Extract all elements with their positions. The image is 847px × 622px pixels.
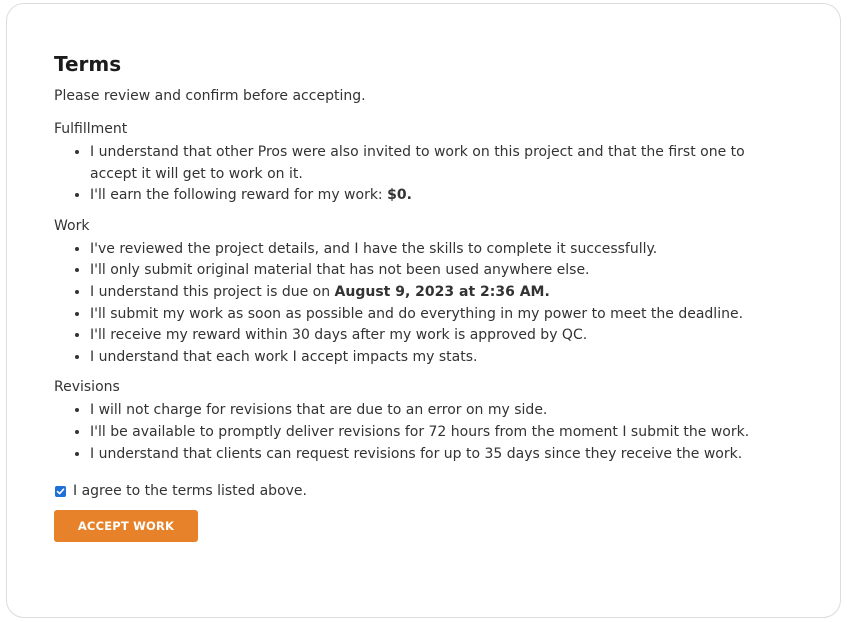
list-item — [90, 142, 794, 185]
agree-label[interactable]: I agree to the terms listed above. — [73, 483, 307, 500]
list-item-text: I understand this project is due on — [90, 283, 335, 300]
terms-content — [54, 50, 794, 542]
list-item-text: I will not charge for revisions that are due to an error on my side. — [90, 402, 548, 419]
list-item — [90, 347, 794, 369]
subtitle: Please review and confirm before accepting. — [54, 88, 366, 104]
list-item — [90, 444, 794, 466]
list-item — [90, 325, 794, 347]
list-item — [90, 185, 794, 207]
checkmark-icon — [56, 487, 65, 496]
due-date-value: August 9, 2023 at 2:36 AM. — [334, 283, 550, 300]
list-item-text: I understand that each work I accept impacts my stats. — [90, 348, 478, 365]
list-item-text: I've reviewed the project details, and I have the skills to complete it successfully. — [90, 240, 658, 257]
list-item — [90, 422, 794, 444]
revisions-list — [54, 400, 794, 465]
list-item-text: I'll only submit original material that has not been used anywhere else. — [90, 262, 590, 279]
list-item — [90, 304, 794, 326]
list-item-text: I'll submit my work as soon as possible and do everything in my power to meet the deadline. — [90, 305, 744, 322]
agree-row — [54, 480, 794, 502]
list-item — [90, 239, 794, 261]
fulfillment-list — [54, 142, 794, 207]
section-heading-revisions: Revisions — [54, 379, 120, 396]
list-item — [90, 400, 794, 422]
terms-card — [6, 3, 841, 618]
list-item-text: I'll receive my reward within 30 days after my work is approved by QC. — [90, 327, 588, 344]
reward-value: $0. — [387, 187, 412, 204]
list-item-text: I understand that other Pros were also invited to work on this project and that the first one to accept it will get to work on it. — [90, 144, 745, 182]
list-item-text: I'll be available to promptly deliver revisions for 72 hours from the moment I submit the work. — [90, 423, 750, 440]
section-heading-fulfillment: Fulfillment — [54, 121, 128, 137]
page-title: Terms — [54, 52, 122, 76]
list-item-text: I understand that clients can request revisions for up to 35 days since they receive the work. — [90, 445, 743, 462]
list-item — [90, 282, 794, 304]
agree-checkbox[interactable] — [55, 486, 66, 497]
list-item-text: I'll earn the following reward for my work: — [90, 187, 388, 204]
section-heading-work: Work — [54, 217, 90, 234]
accept-work-button[interactable]: ACCEPT WORK — [54, 510, 198, 542]
work-list — [54, 239, 794, 369]
list-item — [90, 260, 794, 282]
